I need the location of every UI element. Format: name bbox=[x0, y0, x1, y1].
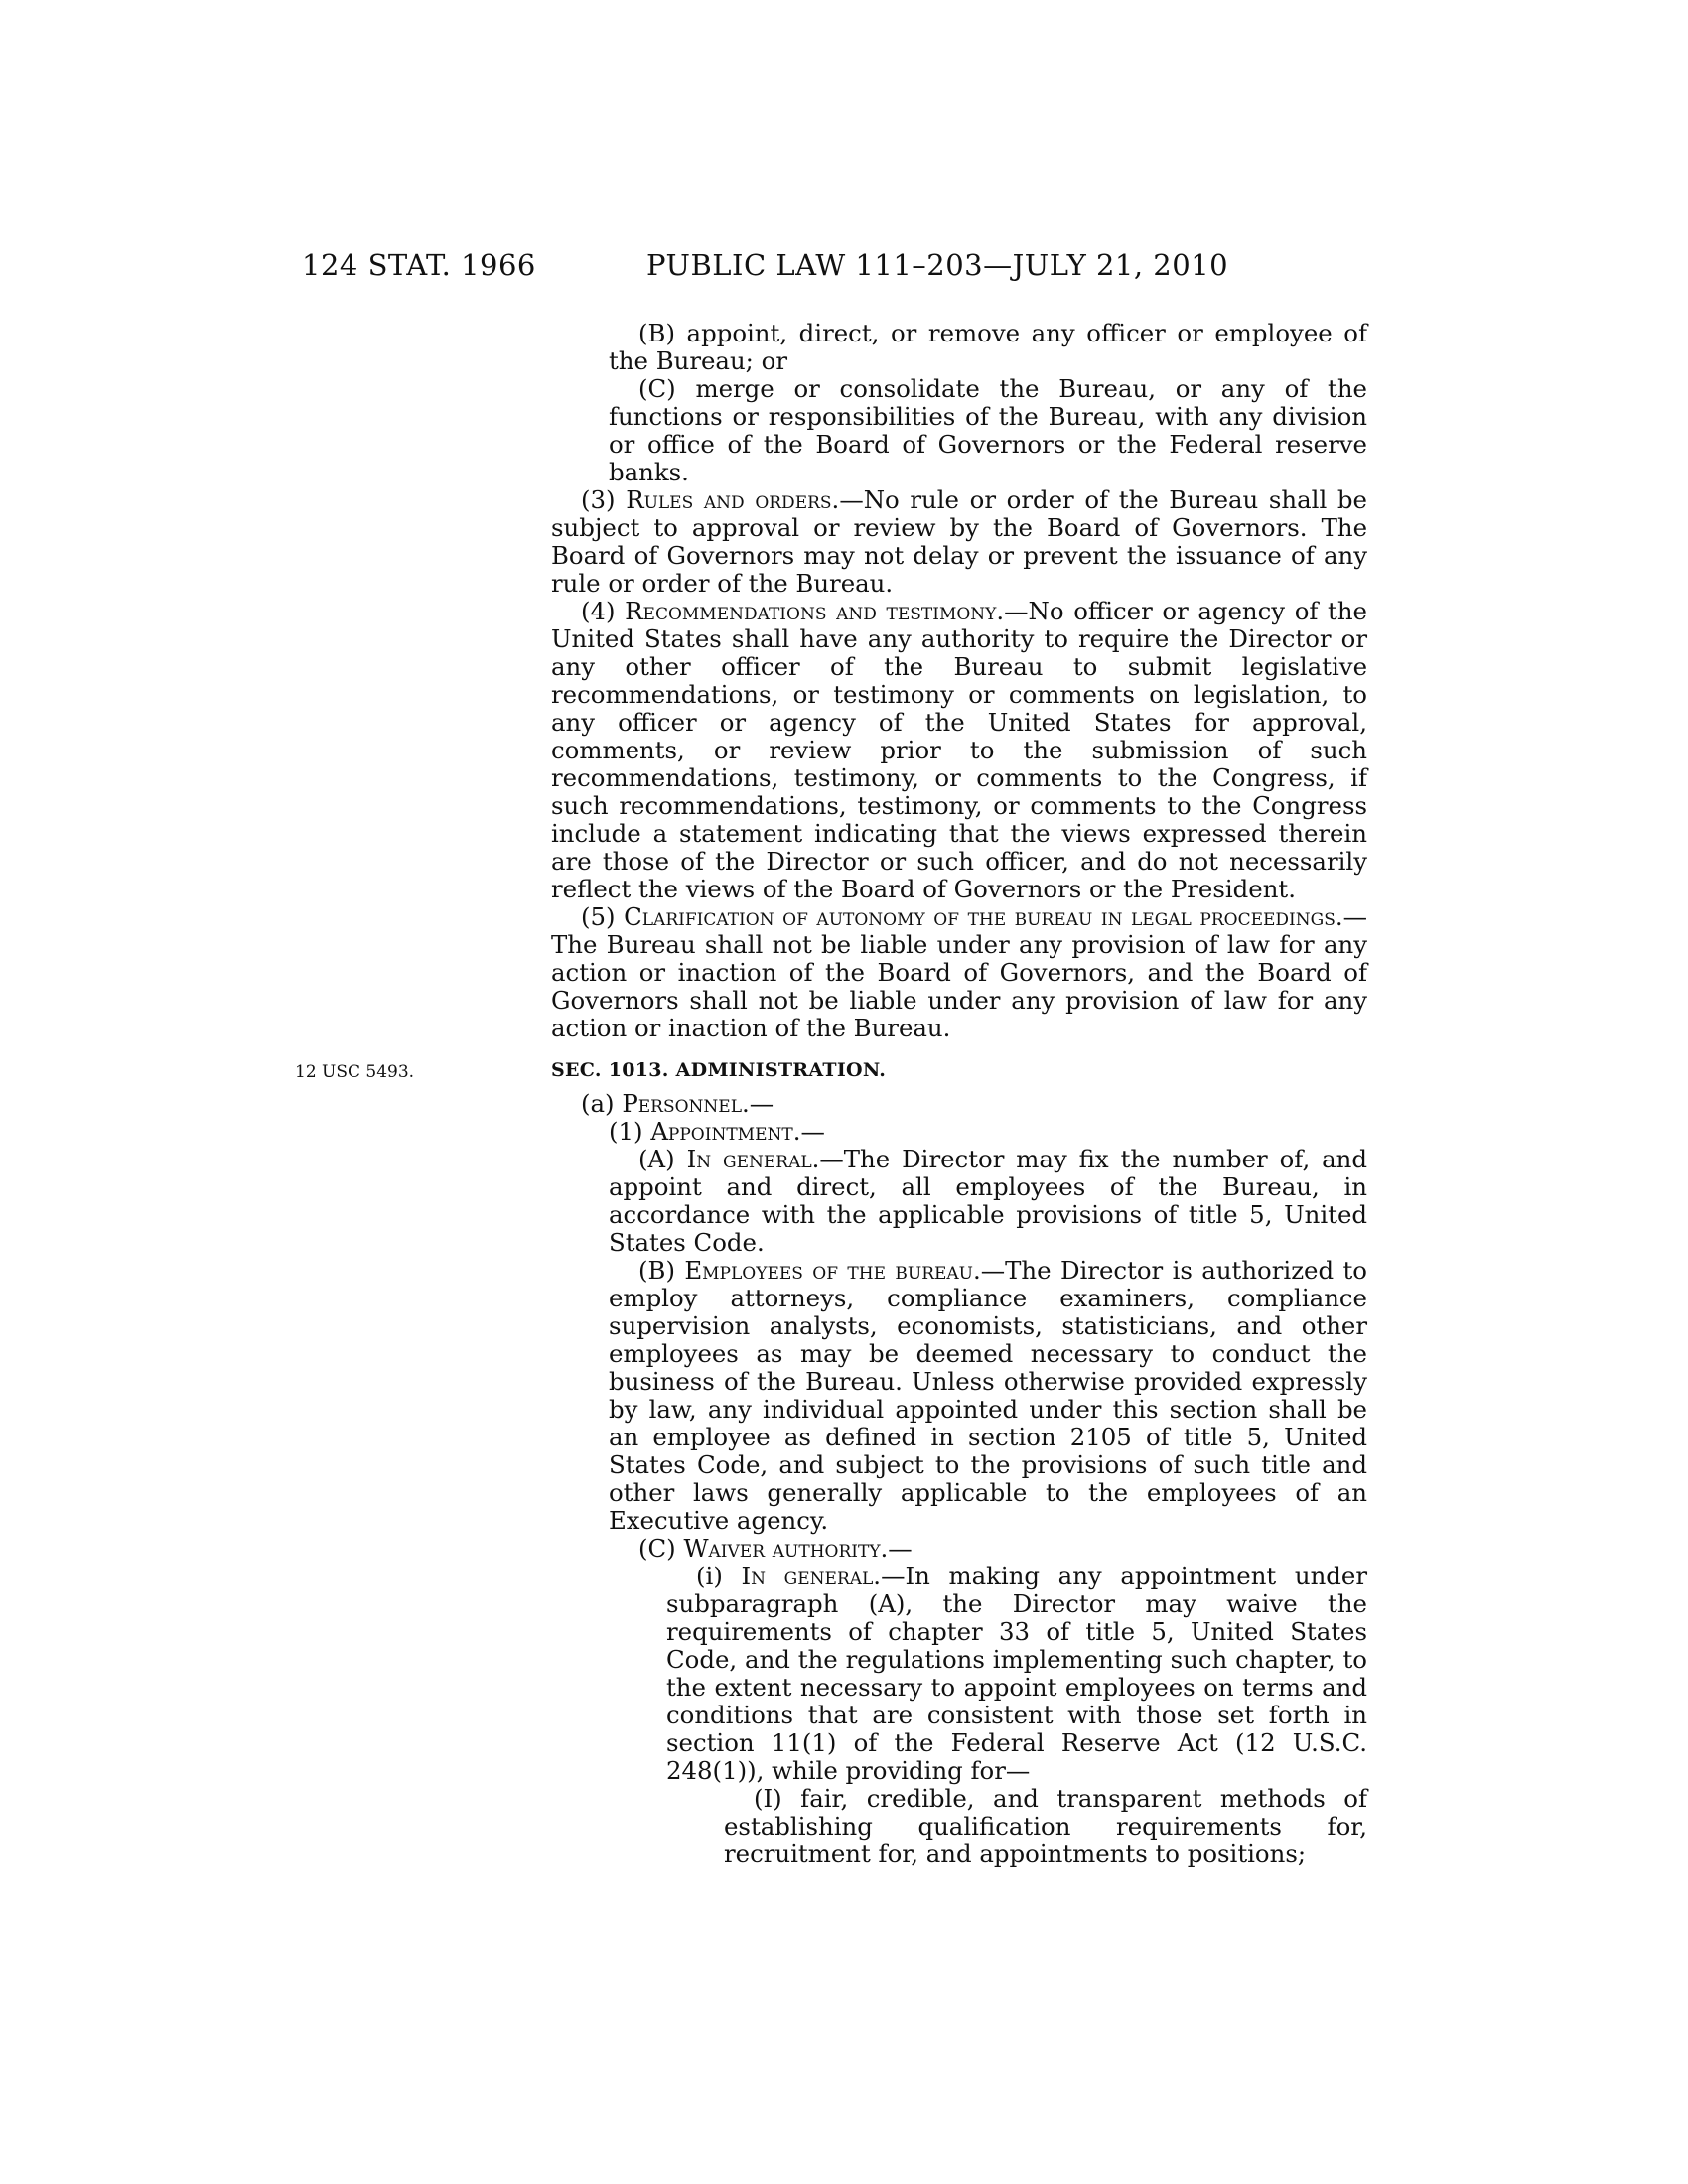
paragraph-5-heading: Clarification of autonomy of the bureau in legal proceedings. bbox=[624, 902, 1343, 931]
paragraph-a1: (1) Appointment.— bbox=[609, 1117, 825, 1146]
paragraph-a1B: (B) Employees of the bureau.—The Director is authorized to employ attorneys, compliance examiners, compliance supervision analysts, economists, statisticians, and other employees as may be deemed necessary to conduct the business of the Bureau. Unless otherwise provided expressly by law, any individual appointed under this section shall be an employee as defined in section 2105 of title 5, United States Code, and subject to the provisions of such title and other laws generally applicable to the employees of an Executive agency. bbox=[609, 1256, 1367, 1535]
paragraph-4-heading: Recommendations and testimony. bbox=[625, 597, 1005, 625]
paragraph-c: (C) merge or consolidate the Bureau, or any of the functions or responsibilities of the Bureau, with any division or office of the Board of Governors or the Federal reserve banks. bbox=[609, 374, 1367, 486]
paragraph-3: (3) Rules and orders.—No rule or order of the Bureau shall be subject to approval or review by the Board of Governors. The Board of Governors may not delay or prevent the issuance of any rule or order of the Bureau. bbox=[551, 485, 1367, 598]
subsection-a: (a) Personnel.— bbox=[581, 1089, 774, 1118]
page-header bbox=[0, 248, 1688, 288]
statute-body bbox=[295, 319, 1367, 1868]
paragraph-a1CiI: (I) fair, credible, and transparent methods of establishing qualification requirements for, recruitment for, and appointments to positions; bbox=[724, 1784, 1367, 1868]
paragraph-4: (4) Recommendations and testimony.—No officer or agency of the United States shall have any authority to require the Director or any other officer of the Bureau to submit legislative recommendations, or testimony or comments on legislation, to any officer or agency of the United States for approval, comments, or review prior to the submission of such recommendations, testimony, or comments to the Congress, if such recommendations, testimony, or comments to the Congress include a statement indicating that the views expressed therein are those of the Director or such officer, and do not necessarily reflect the views of the Board of Governors or the President. bbox=[551, 597, 1367, 903]
paragraph-a1C: (C) Waiver authority.— bbox=[638, 1534, 913, 1563]
section-heading: SEC. 1013. ADMINISTRATION. bbox=[551, 1059, 887, 1081]
paragraph-a1A: (A) In general.—The Director may fix the number of, and appoint and direct, all employees of the Bureau, in accordance with the applicable provisions of title 5, United States Code. bbox=[609, 1145, 1367, 1257]
paragraph-b: (B) appoint, direct, or remove any officer or employee of the Bureau; or bbox=[609, 319, 1367, 375]
section-1013 bbox=[295, 1056, 1367, 1868]
usc-margin-note: 12 USC 5493. bbox=[295, 1062, 415, 1082]
paragraph-3-heading: Rules and orders. bbox=[626, 485, 840, 514]
running-head-title: PUBLIC LAW 111–203—JULY 21, 2010 bbox=[646, 248, 1229, 282]
paragraph-a1Ci: (i) In general.—In making any appointment under subparagraph (A), the Director may waive the requirements of chapter 33 of title 5, United States Code, and the regulations implementing such chapter, to the extent necessary to appoint employees on terms and conditions that are consistent with those set forth in section 11(1) of the Federal Reserve Act (12 U.S.C. 248(1)), while providing for— bbox=[666, 1562, 1367, 1785]
stat-reference: 124 STAT. 1966 bbox=[302, 248, 536, 282]
paragraph-5: (5) Clarification of autonomy of the bureau in legal proceedings.—The Bureau shall not be liable under any provision of law for any action or inaction of the Board of Governors, and the Board of Governors shall not be liable under any provision of law for any action or inaction of the Bureau. bbox=[551, 902, 1367, 1042]
